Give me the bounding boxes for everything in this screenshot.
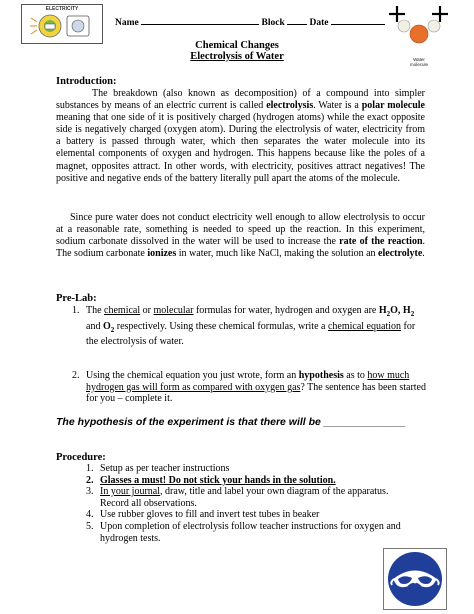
intro-heading: Introduction: [56, 76, 117, 87]
procedure-list [86, 463, 416, 544]
safety-glasses-icon [384, 549, 446, 609]
page-title [0, 40, 474, 62]
procedure-step: 5. Upon completion of electrolysis follow teacher instructions for oxygen and hydrogen tests. [86, 520, 401, 544]
lightbulb-battery-icon [22, 12, 102, 42]
prelab-item-1: The chemical or molecular formulas for water, hydrogen and oxygen are $H_2O$, $H_2$ and $O_2$ respectively. Using these chemical formulas, write a chemical equation for the electrolysis of water. [86, 305, 416, 348]
water-caption-line1: Water [413, 57, 425, 62]
water-caption-line2: molecule [409, 62, 428, 67]
block-label: Block [261, 18, 285, 28]
prelab-item-2-number: 2. [72, 370, 80, 381]
prelab-heading: Pre-Lab: [56, 293, 97, 304]
logo-label: ELECTRICITY [45, 6, 79, 12]
procedure-heading: Procedure: [56, 452, 106, 463]
name-field[interactable] [115, 18, 385, 28]
procedure-step: 1. Setup as per teacher instructions [86, 463, 230, 474]
safety-glasses-sign [383, 548, 447, 610]
intro-paragraph-2: Since pure water does not conduct electricity well enough to allow electrolysis to occur at a reasonable rate, something is needed to speed up the reaction. In this experiment, sodium carbonate dissolved in the water will be used to increase the rate of the reaction. The sodium carbonate ionizes in water, much like NaCl, making the solution an electrolyte. [56, 212, 426, 260]
intro-paragraph-1: The breakdown (also known as decomposition) of a compound into simpler substances by means of an electric current is called electrolysis. Water is a polar molecule meaning that one side of it is positively charged (hydrogen atoms) while the exact opposite side is negatively charged (oxygen atom). During the electrolysis of water, electricity from a battery is passed through water, which then separates the water molecule into its elemental components of oxygen and hydrogen. This happens because like the poles of a magnet, opposites attract. In other words, with electricity, positives attract negatives! The positive and negative ends of the battery literally pull apart the atoms of the molecule. [56, 88, 425, 184]
title-line2: Electrolysis of Water [190, 51, 284, 62]
prelab-item-2: Using the chemical equation you just wrote, form an hypothesis as to how much hydrogen gas will form as compared with oxygen gas? The sentence has been started for you – complete it. [86, 370, 426, 405]
procedure-step: 2. Glasses a must! Do not stick your hands in the solution. [86, 474, 336, 486]
procedure-step: 4. Use rubber gloves to fill and invert test tubes in beaker [86, 509, 320, 521]
date-label: Date [309, 18, 329, 28]
hypothesis-statement[interactable]: The hypothesis of the experiment is that there will be ______________ [56, 416, 406, 428]
name-label: Name [115, 18, 139, 28]
electricity-logo [21, 4, 103, 44]
title-line1: Chemical Changes [195, 40, 279, 51]
prelab-item-1-number: 1. [72, 305, 80, 316]
procedure-step: 3. In your journal, draw, title and label your own diagram of the apparatus. Record all observations. [86, 486, 389, 509]
